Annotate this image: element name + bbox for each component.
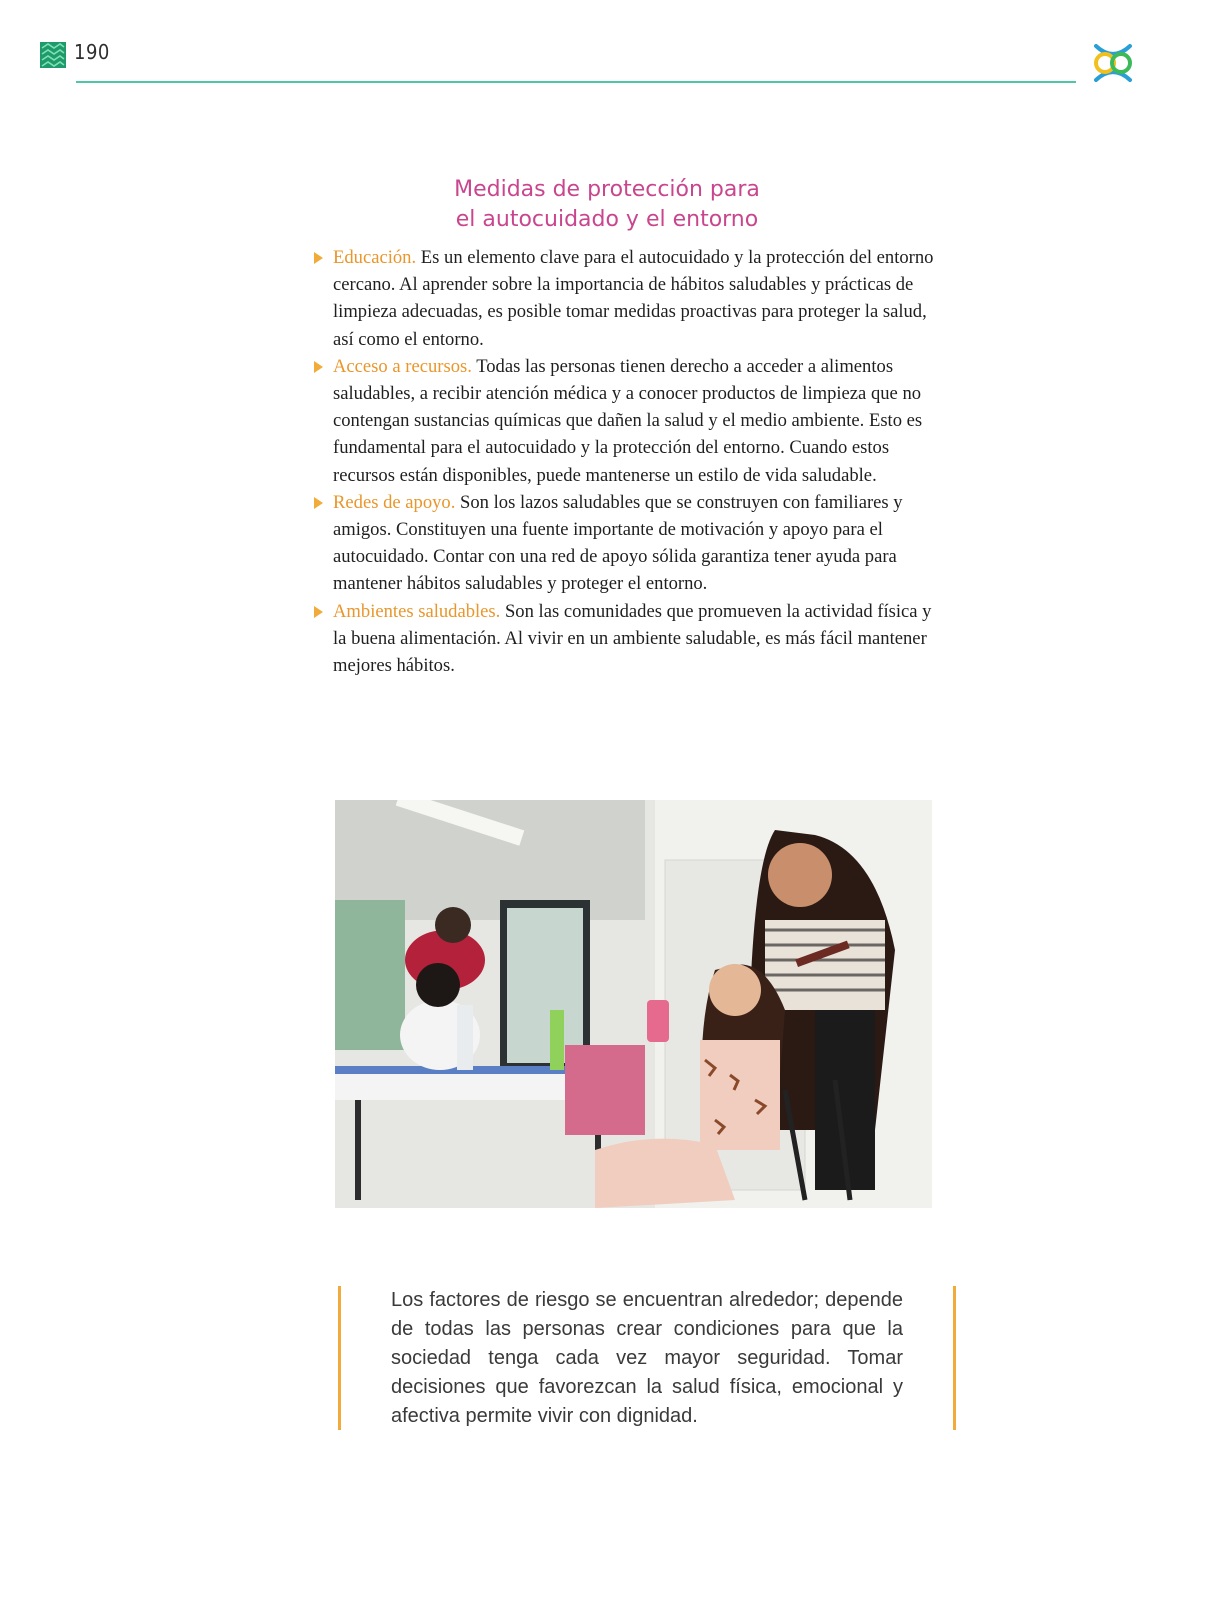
protection-measures-list (333, 244, 943, 679)
triangle-bullet-icon (314, 606, 323, 618)
item-text: Todas las personas tienen derecho a acceder a alimentos saludables, a recibir atención médica y a conocer productos de limpieza que no contengan sustancias químicas que dañen la salud y el medio ambiente. Esto es fundamental para el autocuidado y la protección del entorno. Cuando estos recursos están disponibles, puede mantenerse un estilo de vida saludable. (333, 355, 923, 486)
title-line-1: Medidas de protección para (454, 176, 760, 202)
photo-girls-styling-hair (335, 800, 932, 1208)
callout-text: Los factores de riesgo se encuentran alrededor; depende de todas las personas crear condiciones para que la sociedad tenga cada vez mayor seguridad. Tomar decisiones que favorezcan la salud física, emocional y afectiva permite vivir con dignidad. (391, 1289, 903, 1427)
item-term: Redes de apoyo. (333, 491, 456, 513)
item-text: Es un elemento clave para el autocuidado y la protección del entorno cercano. Al aprender sobre la importancia de hábitos saludables y prácticas de limpieza adecuadas, es posible tomar medidas proactivas para proteger la salud, así como el entorno. (333, 247, 934, 350)
list-item (333, 353, 943, 489)
triangle-bullet-icon (314, 361, 323, 373)
list-item (333, 598, 943, 680)
page-number: 190 (74, 40, 110, 64)
item-term: Acceso a recursos. (333, 355, 472, 377)
page-header (0, 0, 1214, 100)
header-rule (76, 81, 1076, 83)
colorful-knot-logo (1090, 40, 1136, 86)
section-title (0, 175, 1214, 235)
green-pattern-icon (40, 42, 66, 68)
item-text: Son las comunidades que promueven la actividad física y la buena alimentación. Al vivir en un ambiente saludable, es más fácil mantener mejores hábitos. (333, 600, 932, 677)
title-line-2: el autocuidado y el entorno (455, 206, 759, 232)
list-item (333, 244, 943, 353)
list-item (333, 489, 943, 598)
item-term: Educación. (333, 247, 417, 268)
risk-factors-callout (338, 1286, 956, 1430)
item-term: Ambientes saludables. (333, 600, 501, 622)
triangle-bullet-icon (314, 497, 323, 509)
triangle-bullet-icon (314, 252, 323, 264)
photo-illustration (335, 800, 932, 1208)
item-text: Son los lazos saludables que se construyen con familiares y amigos. Constituyen una fuente importante de motivación y apoyo para el autocuidado. Contar con una red de apoyo sólida garantiza tener ayuda para mantener hábitos saludables y proteger el entorno. (333, 491, 903, 595)
